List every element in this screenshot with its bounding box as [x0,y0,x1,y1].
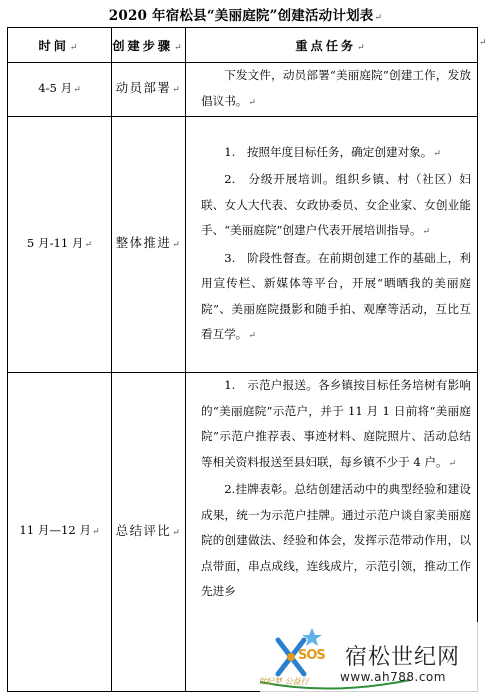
header-step: 创建步骤↵ [112,28,186,63]
cell-time: 5 月-11 月↵ [8,117,112,373]
table-header-row [8,28,478,63]
header-task: 重点任务↵ [186,28,478,63]
cell-task [186,63,478,117]
task-paragraph: 1. 按照年度目标任务，确定创建对象。↵ [224,144,441,159]
cell-time: 4-5 月↵ [8,63,112,117]
task-paragraph: 2. 分级开展培训。组织乡镇、村（社区）妇联、女人大代表、女政协委员、女企业家、女创业能手、“美丽庭院”创建户代表开展培训指导。↵ [201,172,471,237]
table-row [8,117,478,373]
task-paragraph: 1. 示范户报送。各乡镇按目标任务培树有影响的“美丽庭院”示范户，并于 11 月 1 日前将“美丽庭院”示范户推荐表、事迹材料、庭院照片、活动总结等相关资料报送至县妇联，每乡镇不少于 4 户。↵ [201,378,471,469]
table-row [8,63,478,117]
row-end-mark: ↵ [479,38,487,48]
cell-time: 11 月—12 月↵ [8,373,112,692]
plan-table [7,27,478,692]
task-paragraph: 2.挂牌表彰。总结创建活动中的典型经验和建设成果，统一为示范户挂牌。通过示范户谈自家美丽庭院的创建做法、经验和体会，发挥示范带动作用，以点带面，串点成线，连线成片，示范引领，推动工作先进乡 [201,482,471,598]
site-name: 宿松世纪网 [345,645,461,670]
cell-step: 动员部署↵ [112,63,186,117]
site-slogan: 世纪梦 公益行 [258,677,309,686]
task-paragraph: 3. 阶段性督查。在前期创建工作的基础上，利用宣传栏、新媒体等平台，开展“晒晒我的美丽庭院”、美丽庭院摄影和随手拍、观摩等活动，互比互看互学。↵ [201,250,471,341]
cell-task [186,117,478,373]
header-time: 时间↵ [8,28,112,63]
page-title [0,4,491,24]
task-paragraph: 下发文件，动员部署“美丽庭院”创建工作，发放倡议书。↵ [201,68,471,108]
cell-step: 总结评比↵ [112,373,186,692]
page-title-text: 2020 年宿松县“美丽庭院”创建活动计划表 [108,8,374,24]
site-url: www.ah788.com [340,670,446,684]
logo-text: SOS [298,648,325,663]
cell-step: 整体推进↵ [112,117,186,373]
paragraph-mark: ↵ [374,13,383,23]
